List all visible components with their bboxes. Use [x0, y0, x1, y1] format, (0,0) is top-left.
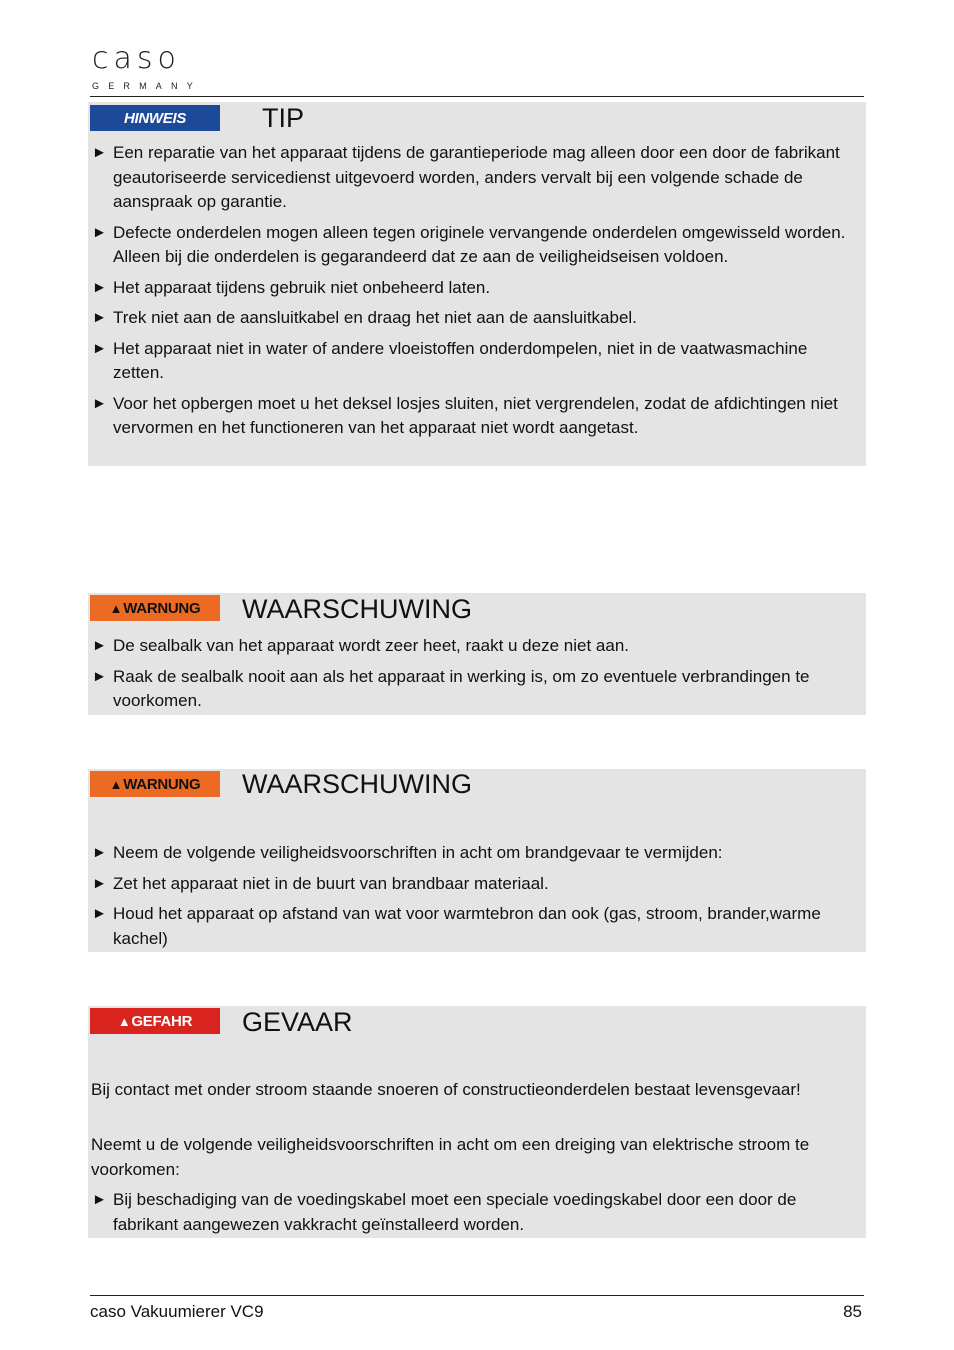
bullet-triangle-icon: ► [92, 223, 107, 241]
logo-subtitle: GERMANY [92, 81, 202, 91]
warning-title-2: WAARSCHUWING [242, 769, 472, 799]
list-item-text: Neem de volgende veiligheidsvoorschriften in acht om brandgevaar te vermijden: [113, 843, 723, 862]
hinweis-badge-label: HINWEIS [123, 109, 187, 127]
bullet-triangle-icon: ► [92, 667, 107, 685]
list-item [92, 276, 862, 301]
bullet-triangle-icon: ► [92, 905, 107, 922]
list-item [92, 141, 862, 215]
footer-product-name: caso Vakuumierer VC9 [90, 1302, 264, 1321]
warnung-badge [90, 771, 220, 797]
list-item-text: Zet het apparaat niet in de buurt van brandbaar materiaal. [113, 873, 549, 893]
bullet-triangle-icon: ► [92, 874, 107, 892]
danger-box [88, 1006, 866, 1238]
list-item-text: Een reparatie van het apparaat tijdens de garantieperiode mag alleen door een door de fabrikant geautoriseerde servicedienst uitgevoerd worden, anders vervalt bij een volgende schade de aanspraak op garantie. [113, 143, 840, 211]
warning-list-1 [92, 634, 862, 720]
list-item-text: Defecte onderdelen mogen alleen tegen originele vervangende onderdelen omgewisseld worden. Alleen bij die onderdelen is gegarandeerd dat ze aan de veiligheidseisen voldoen. [113, 222, 846, 266]
list-item-text: Trek niet aan de aansluitkabel en draag het niet aan de aansluitkabel. [113, 308, 637, 327]
bullet-triangle-icon: ► [92, 144, 107, 161]
warning-list-2 [92, 841, 862, 957]
list-item-text: Bij beschadiging van de voedingskabel moet een speciale voedingskabel door een door de fabrikant aangewezen vakkracht geïnstalleerd worden. [113, 1190, 797, 1234]
tip-box [88, 102, 866, 466]
warnung-badge [90, 595, 220, 621]
list-item [92, 634, 862, 659]
list-item [92, 392, 862, 441]
bullet-triangle-icon: ► [92, 637, 107, 654]
warnung-badge-label: WARNUNG [123, 599, 201, 617]
tip-list [92, 141, 862, 447]
bullet-triangle-icon: ► [92, 844, 107, 861]
list-item-text: Houd het apparaat op afstand van wat voor warmtebron dan ook (gas, stroom, brander,warme kachel) [113, 904, 821, 948]
tip-title: TIP [262, 103, 305, 133]
bullet-triangle-icon: ► [92, 1191, 107, 1208]
hinweis-badge [90, 105, 220, 131]
gefahr-badge [90, 1008, 220, 1034]
warning-title-1: WAARSCHUWING [242, 594, 472, 624]
danger-title: GEVAAR [242, 1007, 353, 1037]
list-item [92, 221, 862, 270]
list-item-text: De sealbalk van het apparaat wordt zeer heet, raakt u deze niet aan. [113, 636, 629, 655]
warning-triangle-icon: ▲ [109, 776, 123, 792]
bullet-triangle-icon: ► [92, 309, 107, 326]
caso-logo [80, 32, 208, 94]
danger-list [92, 1188, 862, 1243]
warning-triangle-icon: ▲ [117, 1013, 131, 1029]
logo-wordmark: caso [92, 41, 181, 76]
list-item [92, 337, 862, 386]
list-item [92, 306, 862, 331]
list-item [92, 841, 862, 866]
list-item-text: Raak de sealbalk nooit aan als het apparaat in werking is, om zo eventuele verbrandingen te voorkomen. [113, 666, 810, 710]
danger-paragraph-1: Bij contact met onder stroom staande snoeren of constructieonderdelen bestaat levensgevaar! [91, 1080, 801, 1099]
bullet-triangle-icon: ► [92, 278, 107, 296]
warning-box-1 [88, 593, 866, 715]
list-item [92, 665, 862, 714]
warnung-badge-label: WARNUNG [123, 775, 201, 793]
list-item [92, 1188, 862, 1237]
page-number: 85 [843, 1302, 862, 1321]
warning-triangle-icon: ▲ [109, 600, 123, 616]
list-item-text: Voor het opbergen moet u het deksel losjes sluiten, niet vergrendelen, zodat de afdichtingen niet vervormen en het functioneren van het apparaat niet wordt aangetast. [113, 393, 838, 437]
warning-box-2 [88, 769, 866, 952]
bullet-triangle-icon: ► [92, 339, 107, 357]
list-item [92, 872, 862, 897]
bullet-triangle-icon: ► [92, 394, 107, 412]
list-item-text: Het apparaat tijdens gebruik niet onbeheerd laten. [113, 277, 491, 297]
header-divider [90, 96, 864, 97]
gefahr-badge-label: GEFAHR [131, 1012, 193, 1030]
list-item [92, 902, 862, 951]
list-item-text: Het apparaat niet in water of andere vloeistoffen onderdompelen, niet in de vaatwasmachine zetten. [113, 338, 808, 382]
danger-paragraph-2: Neemt u de volgende veiligheidsvoorschriften in acht om een dreiging van elektrische stroom te voorkomen: [91, 1135, 810, 1179]
footer-divider [90, 1295, 864, 1296]
